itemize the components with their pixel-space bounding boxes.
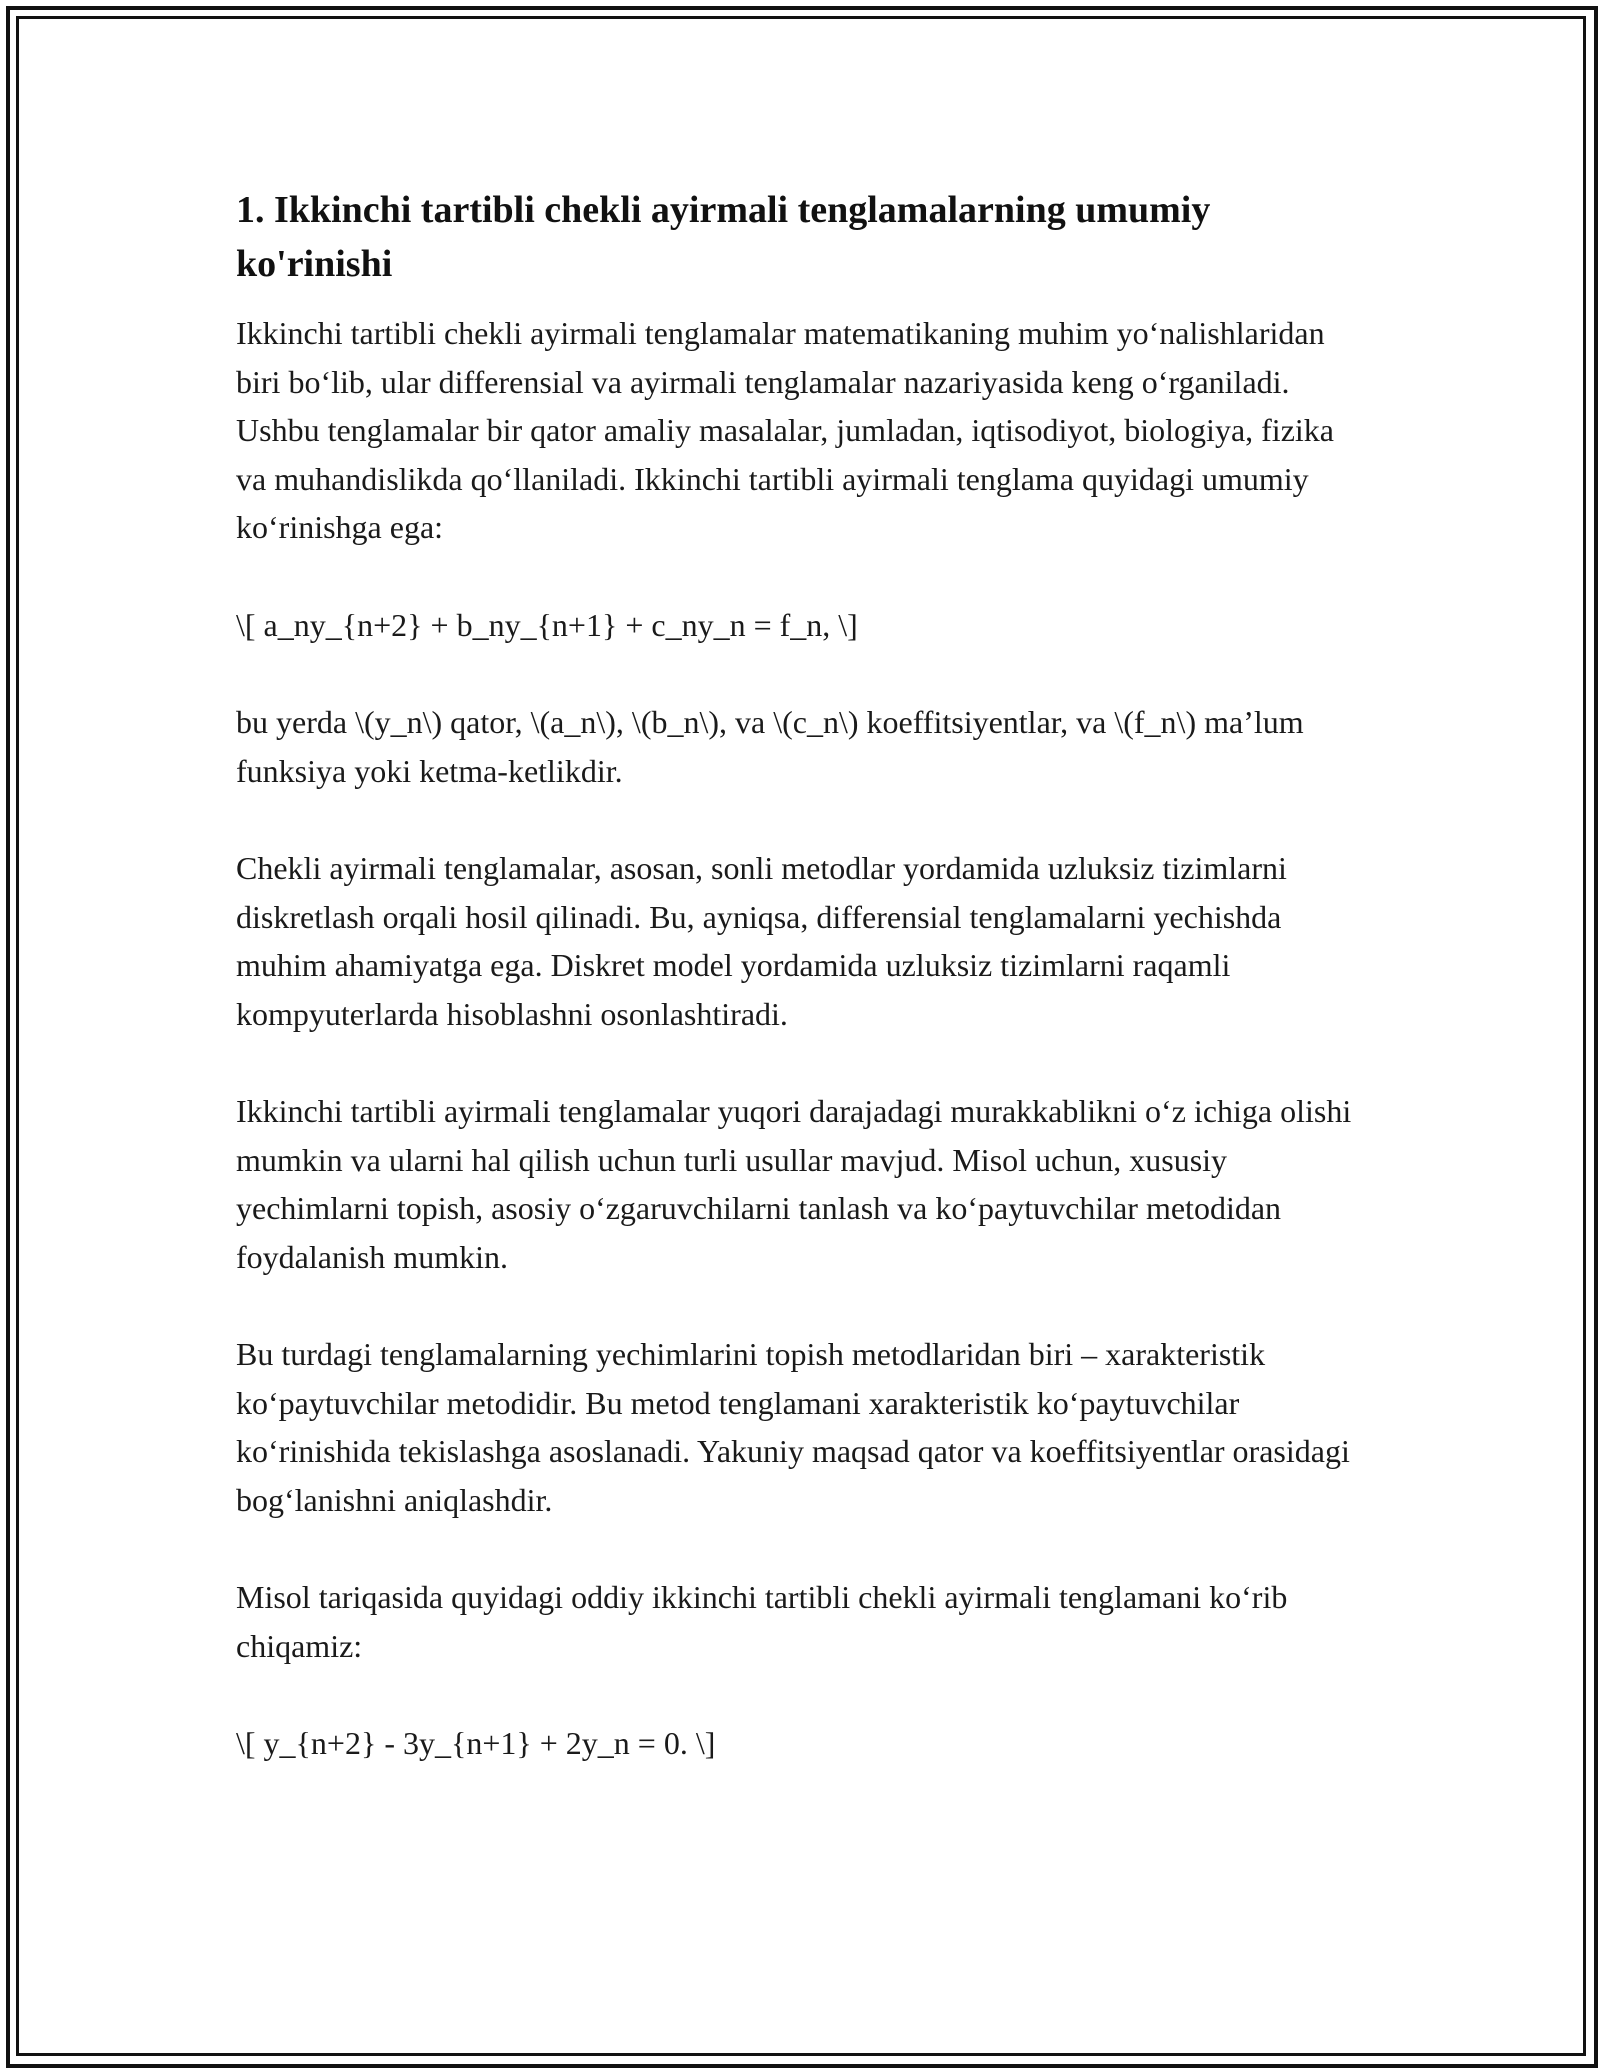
discretization-paragraph: Chekli ayirmali tenglamalar, asosan, sonli metodlar yordamida uzluksiz tizimlarni diskretlash orqali hosil qilinadi. Bu, ayniqsa, differensial tenglamalarni yechishda muhim ahamiyatga ega. Diskret model yordamida uzluksiz tizimlarni raqamli kompyuterlarda hisoblashni osonlashtiradi. bbox=[236, 850, 1287, 1032]
example-equation: \[ y_{n+2} - 3y_{n+1} + 2y_n = 0. \] bbox=[236, 1725, 716, 1761]
document-body bbox=[236, 183, 1366, 1817]
section-heading: 1. Ikkinchi tartibli chekli ayirmali tenglamalarning umumiy ko'rinishi bbox=[236, 189, 1211, 285]
example-intro-paragraph: Misol tariqasida quyidagi oddiy ikkinchi tartibli chekli ayirmali tenglamani ko‘rib chiqamiz: bbox=[236, 1579, 1288, 1664]
intro-paragraph: Ikkinchi tartibli chekli ayirmali tenglamalar matematikaning muhim yo‘nalishlaridan biri bo‘lib, ular differensial va ayirmali tenglamalar nazariyasida keng o‘rganiladi. Ushbu tenglamalar bir qator amaliy masalalar, jumladan, iqtisodiyot, biologiya, fizika va muhandislikda qo‘llaniladi. Ikkinchi tartibli ayirmali tenglama quyidagi umumiy ko‘rinishga ega: bbox=[236, 315, 1334, 545]
characteristic-method-paragraph: Bu turdagi tenglamalarning yechimlarini topish metodlaridan biri – xarakteristik ko‘paytuvchilar metodidir. Bu metod tenglamani xarakteristik ko‘paytuvchilar ko‘rinishida tekislashga asoslanadi. Yakuniy maqsad qator va koeffitsiyentlar orasidagi bog‘lanishni aniqlashdir. bbox=[236, 1336, 1350, 1518]
methods-paragraph: Ikkinchi tartibli ayirmali tenglamalar yuqori darajadagi murakkablikni o‘z ichiga olishi mumkin va ularni hal qilish uchun turli usullar mavjud. Misol uchun, xususiy yechimlarni topish, asosiy o‘zgaruvchilarni tanlash va ko‘paytuvchilar metodidan foydalanish mumkin. bbox=[236, 1093, 1352, 1275]
equation-explanation-paragraph: bu yerda \(y_n\) qator, \(a_n\), \(b_n\), va \(c_n\) koeffitsiyentlar, va \(f_n\) ma’lum funksiya yoki ketma-ketlikdir. bbox=[236, 704, 1304, 789]
general-equation: \[ a_ny_{n+2} + b_ny_{n+1} + c_ny_n = f_n, \] bbox=[236, 606, 858, 643]
